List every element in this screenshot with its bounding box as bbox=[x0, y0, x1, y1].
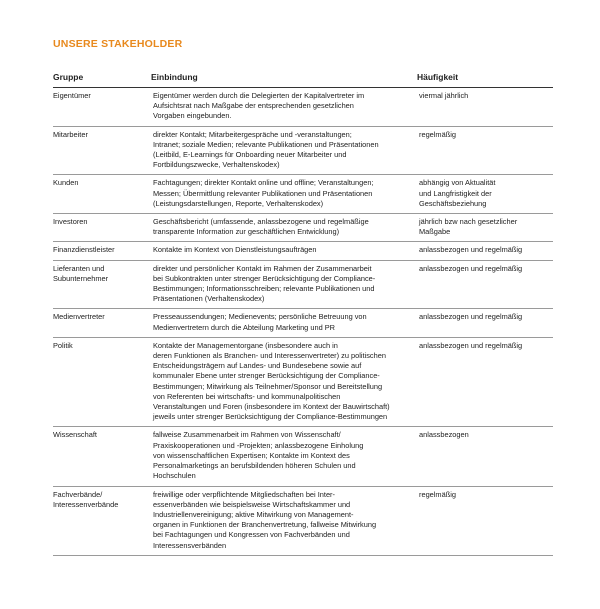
row-group-cell: Lieferanten und Subunternehmer bbox=[53, 260, 151, 309]
row-involvement-cell: freiwillige oder verpflichtende Mitgliedschaften bei Inter- essenverbänden wie beispielsweise Wirtschaftskammer und Industriellenvereinigung; aktive Mitwirkung von Management- organen in Funktionen der Branchenvertretung, fallweise Mitwirkung bei Fachtagungen und Kongressen von Fachverbänden und Interessensverbänden bbox=[151, 486, 417, 555]
row-frequency-cell: viermal jährlich bbox=[417, 88, 553, 127]
table-row bbox=[53, 214, 553, 242]
table-row bbox=[53, 88, 553, 127]
row-frequency-cell: regelmäßig bbox=[417, 126, 553, 175]
table-row bbox=[53, 242, 553, 260]
section-title: UNSERE STAKEHOLDER bbox=[53, 38, 183, 50]
row-frequency-cell: anlassbezogen und regelmäßig bbox=[417, 260, 553, 309]
stakeholder-table bbox=[53, 72, 553, 556]
row-group-cell: Mitarbeiter bbox=[53, 126, 151, 175]
row-group-cell: Finanzdienstleister bbox=[53, 242, 151, 260]
table-row bbox=[53, 309, 553, 337]
table-row bbox=[53, 337, 553, 427]
row-group-cell: Fachverbände/ Interessenverbände bbox=[53, 486, 151, 555]
row-frequency-cell: abhängig von Aktualität und Langfristigkeit der Geschäftsbeziehung bbox=[417, 175, 553, 214]
table-row bbox=[53, 427, 553, 486]
row-frequency-cell: anlassbezogen und regelmäßig bbox=[417, 337, 553, 427]
table-row bbox=[53, 126, 553, 175]
row-involvement-cell: fallweise Zusammenarbeit im Rahmen von Wissenschaft/ Praxiskooperationen und -Projekten; anlassbezogene Einholung von wissenschaftlichen Expertisen; Kontakte im Kontext des Personalmarketings an berufsbildenden höheren Schulen und Hochschulen bbox=[151, 427, 417, 486]
row-frequency-cell: regelmäßig bbox=[417, 486, 553, 555]
row-involvement-cell: Fachtagungen; direkter Kontakt online und offline; Veranstaltungen; Messen; Übermittlung relevanter Publikationen und Präsentationen (Leistungsdarstellungen, Reporte, Verhaltenskodex) bbox=[151, 175, 417, 214]
header-einbindung: Einbindung bbox=[151, 72, 417, 88]
row-group-cell: Investoren bbox=[53, 214, 151, 242]
row-frequency-cell: anlassbezogen und regelmäßig bbox=[417, 242, 553, 260]
row-involvement-cell: Eigentümer werden durch die Delegierten der Kapitalvertreter im Aufsichtsrat nach Maßgabe der entsprechenden gesetzlichen Vorgaben eingebunden. bbox=[151, 88, 417, 127]
row-involvement-cell: Kontakte im Kontext von Dienstleistungsaufträgen bbox=[151, 242, 417, 260]
row-involvement-cell: direkter Kontakt; Mitarbeitergespräche und -veranstaltungen; Intranet; soziale Medien; relevante Publikationen und Präsentationen (Leitbild, E-Learnings für Onboarding neuer Mitarbeiter und Fortbildungszwecke, Verhaltenskodex) bbox=[151, 126, 417, 175]
row-frequency-cell: anlassbezogen bbox=[417, 427, 553, 486]
table-body bbox=[53, 88, 553, 556]
row-frequency-cell: jährlich bzw nach gesetzlicher Maßgabe bbox=[417, 214, 553, 242]
table-row bbox=[53, 486, 553, 555]
row-group-cell: Eigentümer bbox=[53, 88, 151, 127]
row-group-cell: Politik bbox=[53, 337, 151, 427]
row-involvement-cell: Geschäftsbericht (umfassende, anlassbezogene und regelmäßige transparente Information zur geschäftlichen Entwicklung) bbox=[151, 214, 417, 242]
row-frequency-cell: anlassbezogen und regelmäßig bbox=[417, 309, 553, 337]
table-row bbox=[53, 175, 553, 214]
table-header-row bbox=[53, 72, 553, 88]
row-group-cell: Kunden bbox=[53, 175, 151, 214]
header-haeufigkeit: Häufigkeit bbox=[417, 72, 553, 88]
header-gruppe: Gruppe bbox=[53, 72, 151, 88]
row-group-cell: Wissenschaft bbox=[53, 427, 151, 486]
row-involvement-cell: Presseaussendungen; Medienevents; persönliche Betreuung von Medienvertretern durch die Abteilung Marketing und PR bbox=[151, 309, 417, 337]
row-group-cell: Medienvertreter bbox=[53, 309, 151, 337]
table-row bbox=[53, 260, 553, 309]
row-involvement-cell: Kontakte der Managementorgane (insbesondere auch in deren Funktionen als Branchen- und Interessenvertreter) zu politischen Entscheidungsträgern auf Landes- und Bundesebene sowie auf kommunaler Ebene unter strenger Berücksichtigung der Compliance- Bestimmungen; Mitwirkung als Teilnehmer/Sponsor und Bereitstellung von Referenten bei wirtschafts- und kommunalpolitischen Veranstaltungen und Foren (insbesondere im Kontext der Bauwirtschaft) jeweils unter strenger Berücksichtigung der Compliance-Bestimmungen bbox=[151, 337, 417, 427]
stakeholder-page bbox=[53, 38, 553, 556]
row-involvement-cell: direkter und persönlicher Kontakt im Rahmen der Zusammenarbeit bei Subkontrakten unter strenger Berücksichtigung der Compliance- Bestimmungen; Informationsschreiben; relevante Publikationen und Präsentationen (Verhaltenskodex) bbox=[151, 260, 417, 309]
